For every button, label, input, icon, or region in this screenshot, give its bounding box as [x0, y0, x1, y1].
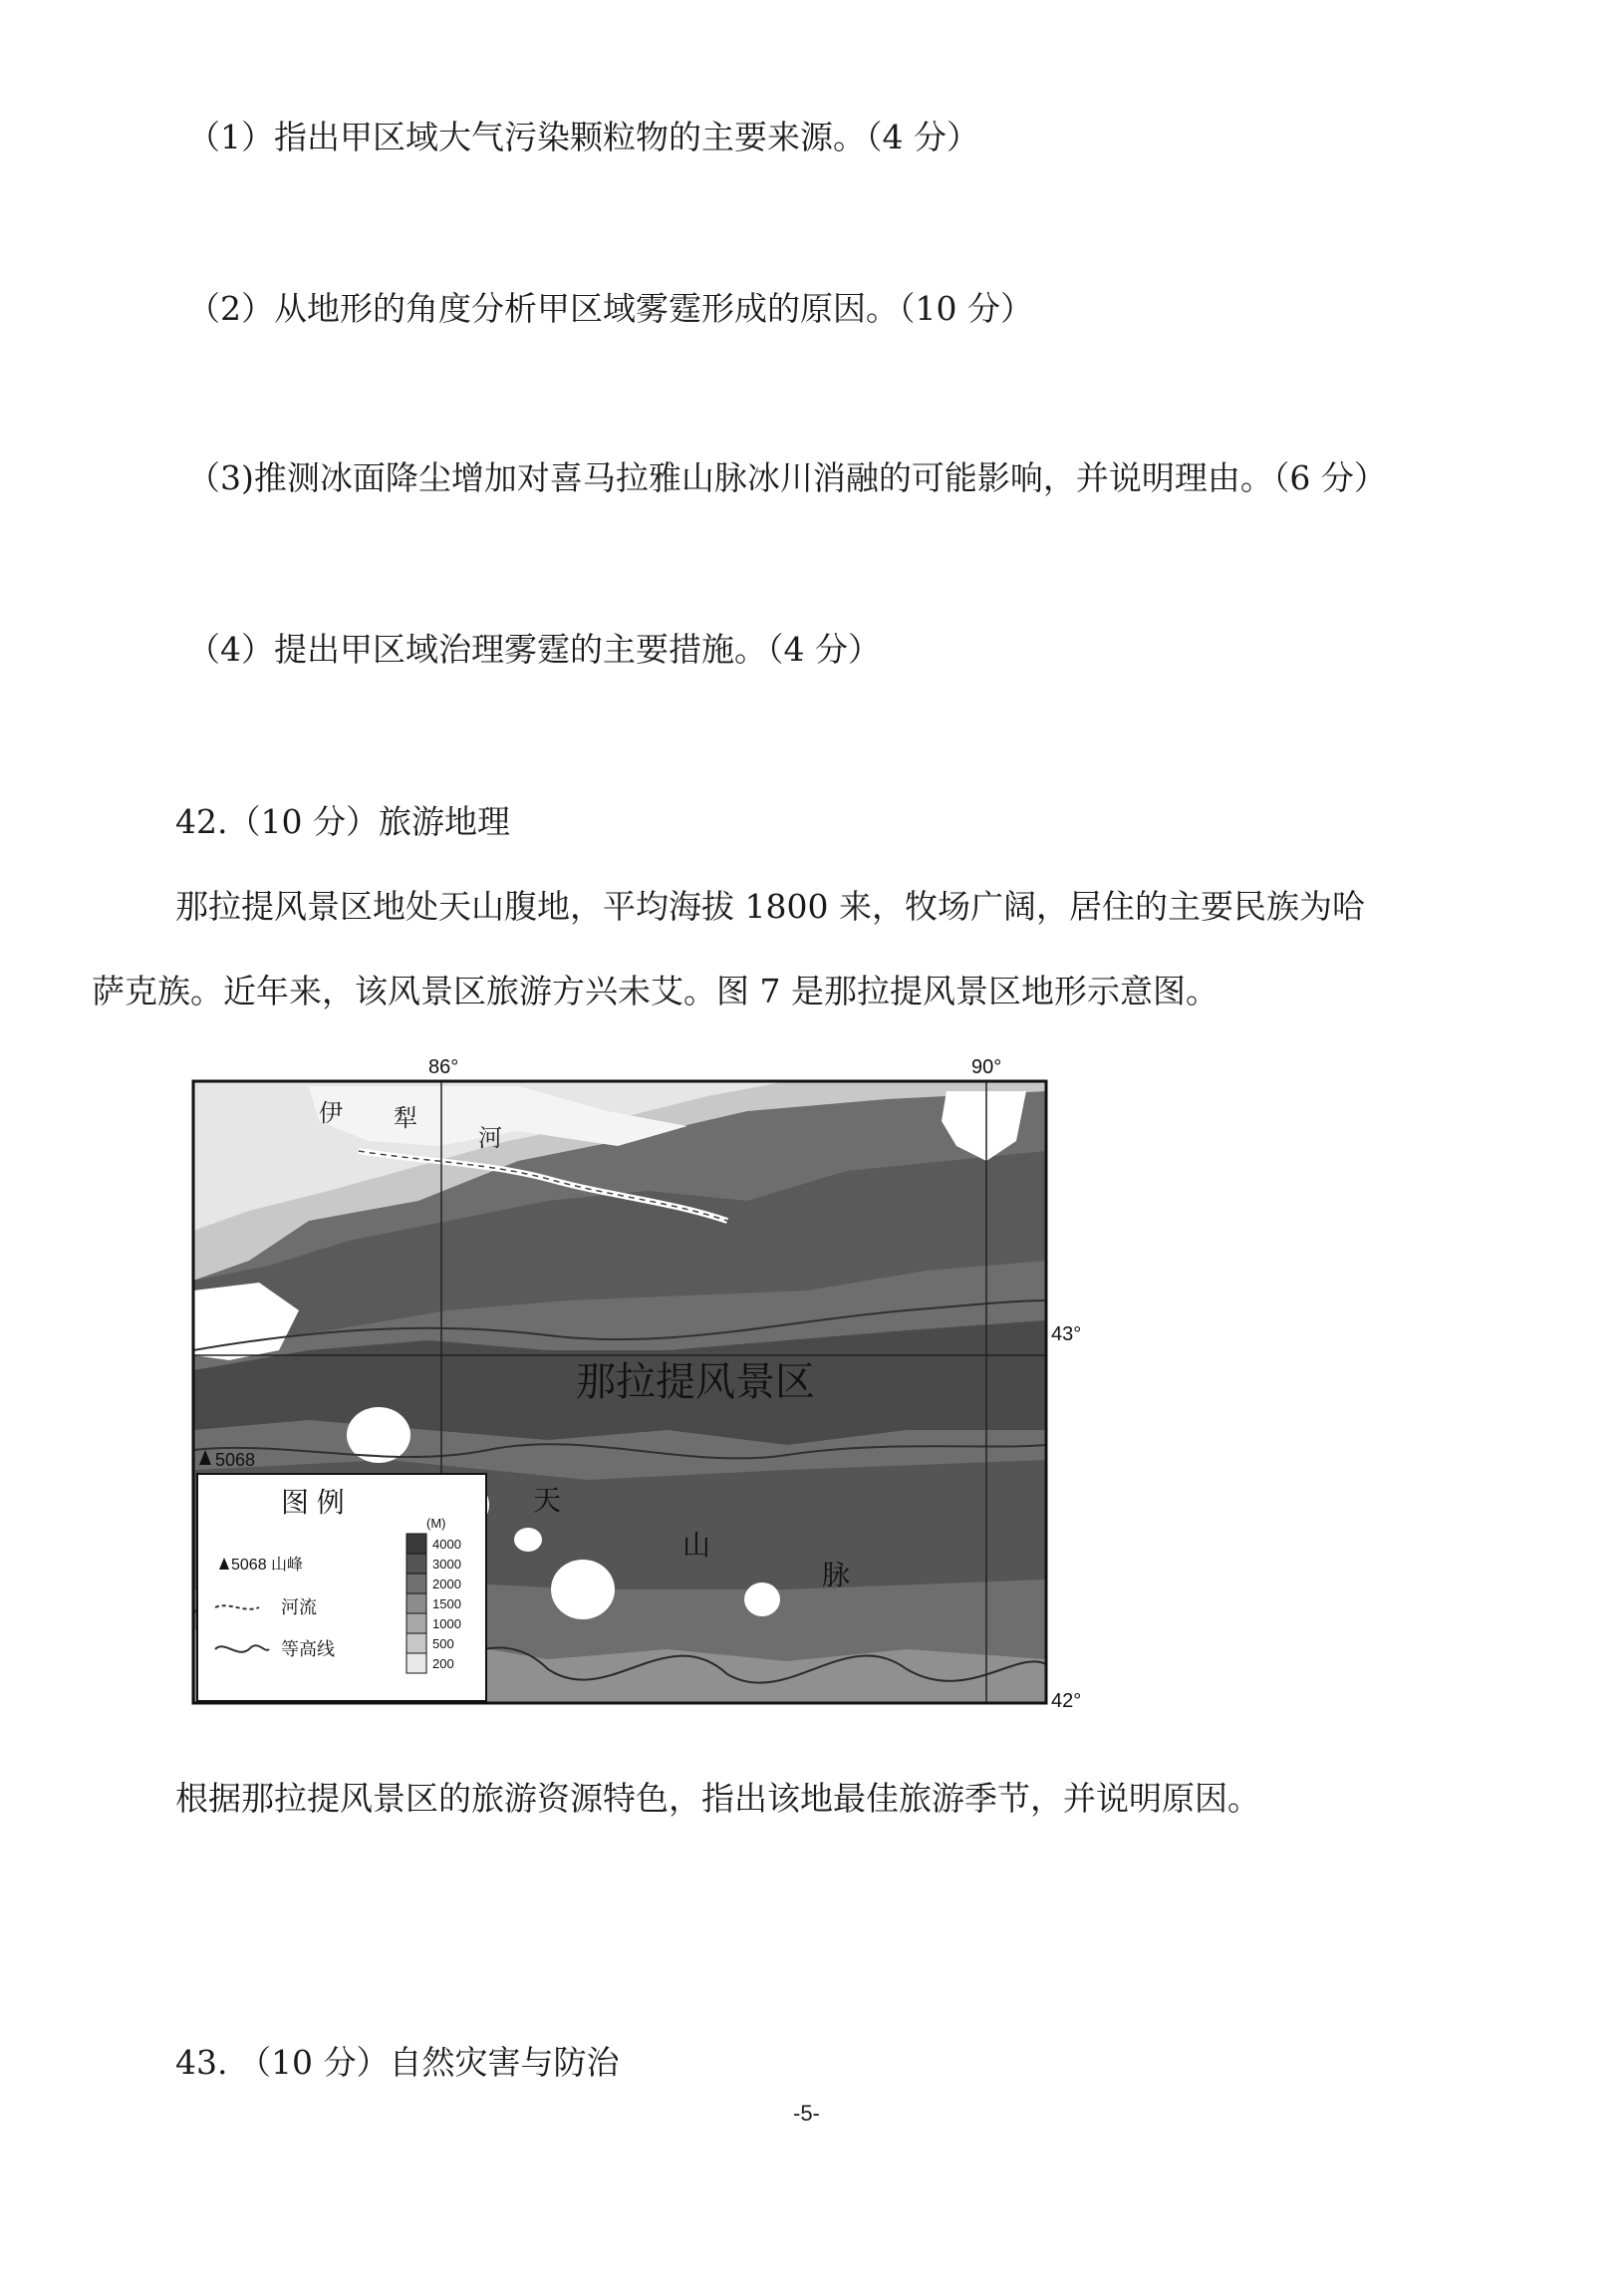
question-3: （3)推测冰面降尘增加对喜马拉雅山脉冰川消融的可能影响，并说明理由。（6 分）	[187, 458, 1387, 497]
legend-scale-label: 3000	[432, 1557, 461, 1572]
legend-scale-swatch	[406, 1534, 426, 1554]
lon-label-86: 86°	[428, 1056, 459, 1078]
river-char-2: 犁	[394, 1105, 417, 1132]
river-char-3: 河	[478, 1125, 502, 1152]
legend-scale-label: 2000	[432, 1577, 461, 1591]
legend-scale-swatch	[406, 1574, 426, 1593]
lat-label-43: 43°	[1051, 1323, 1082, 1345]
question-42-heading: 42.（10 分）旅游地理	[175, 802, 510, 841]
legend-scale-label: 500	[432, 1636, 454, 1651]
question-4: （4）提出甲区域治理雾霆的主要措施。（4 分）	[187, 630, 881, 669]
mountain-char-3: 脉	[822, 1560, 851, 1590]
legend-scale-label: 1500	[432, 1596, 461, 1611]
legend-scale-label: 4000	[432, 1537, 461, 1552]
map-svg	[189, 1051, 1082, 1729]
lat-label-42: 42°	[1051, 1690, 1082, 1712]
legend-scale-swatch	[406, 1633, 426, 1653]
legend-scale-label: 200	[432, 1656, 454, 1671]
map-legend	[197, 1474, 486, 1701]
legend-item-river: 河流	[281, 1597, 317, 1617]
legend-item-contour: 等高线	[281, 1639, 335, 1659]
legend-scale-swatch	[406, 1593, 426, 1613]
legend-scale-unit: (M)	[426, 1516, 446, 1531]
question-43-heading: 43. （10 分）自然灾害与防治	[175, 2043, 620, 2082]
question-1: （1）指出甲区域大气污染颗粒物的主要来源。（4 分）	[187, 118, 979, 156]
lon-label-90: 90°	[971, 1056, 1002, 1078]
legend-scale-swatch	[406, 1613, 426, 1633]
river-char-1: 伊	[319, 1100, 343, 1127]
peak-elevation: 5068	[215, 1450, 256, 1470]
question-42-prompt: 根据那拉提风景区的旅游资源特色，指出该地最佳旅游季节，并说明原因。	[175, 1779, 1260, 1818]
question-42-paragraph-line2: 萨克族。近年来，该风景区旅游方兴未艾。图 7 是那拉提风景区地形示意图。	[92, 972, 1218, 1010]
topographic-map-figure	[189, 1051, 1082, 1729]
legend-scale-swatch	[406, 1554, 426, 1574]
question-42-paragraph-line1: 那拉提风景区地处天山腹地，平均海拔 1800 来，牧场广阔，居住的主要民族为哈	[175, 887, 1365, 926]
area-label: 那拉提风景区	[576, 1360, 815, 1404]
page-number: -5-	[793, 2101, 820, 2126]
mountain-char-1: 天	[533, 1485, 562, 1516]
mountain-char-2: 山	[682, 1530, 711, 1561]
legend-title: 图 例	[281, 1487, 345, 1518]
legend-item-peak: 5068 山峰	[231, 1557, 304, 1574]
legend-scale-label: 1000	[432, 1616, 461, 1631]
question-2: （2）从地形的角度分析甲区域雾霆形成的原因。（10 分）	[187, 289, 1033, 328]
legend-scale-swatch	[406, 1653, 426, 1673]
